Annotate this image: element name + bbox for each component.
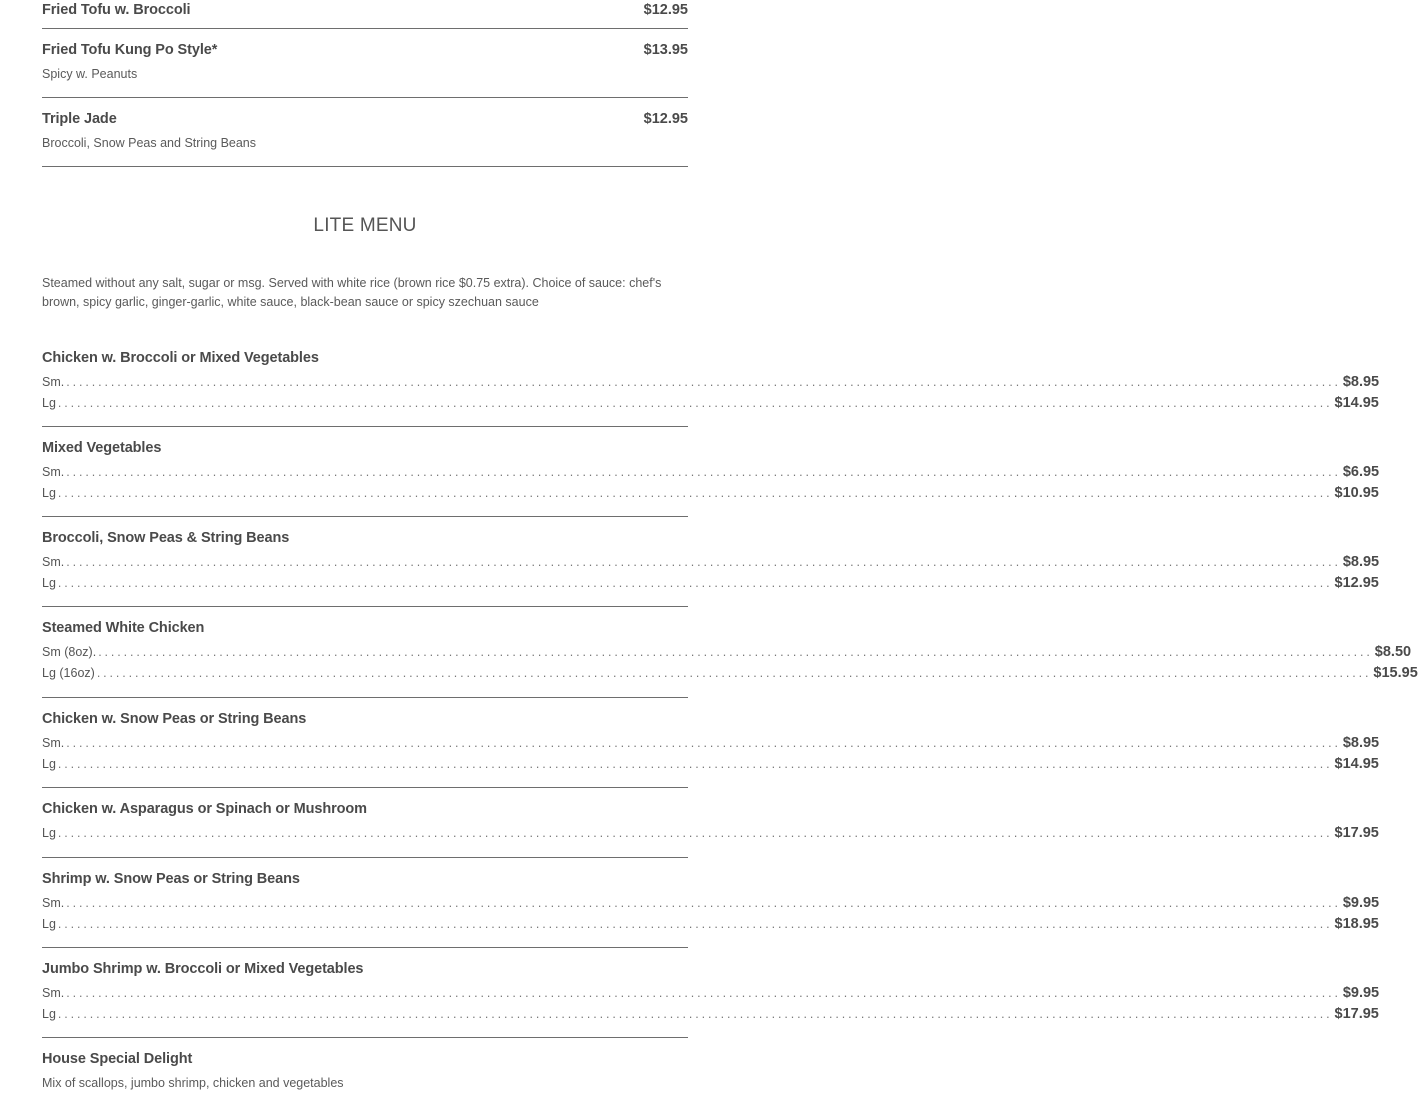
size-option [42, 665, 1418, 686]
size-label: Lg [42, 486, 56, 500]
size-option [42, 1006, 1379, 1027]
size-price: $18.95 [1334, 916, 1379, 932]
menu-item-triple-jade [42, 98, 688, 167]
size-price: $6.95 [1342, 464, 1380, 480]
item-price: $13.95 [643, 42, 688, 58]
dot-leader: ........................................................................................................................................................................................................ [66, 986, 1341, 1000]
size-label: Sm. [42, 375, 65, 389]
lite-item-steamed-white-chicken [42, 607, 1418, 698]
item-name: Steamed White Chicken [42, 620, 205, 636]
size-label: Lg [42, 917, 56, 931]
dot-leader: ........................................................................................................................................................................................................ [66, 896, 1341, 910]
dot-leader: ........................................................................................................................................................................................................ [57, 917, 1333, 931]
item-name: Fried Tofu w. Broccoli [42, 2, 191, 18]
section-title: LITE MENU [313, 215, 417, 236]
size-price: $9.95 [1342, 895, 1380, 911]
lite-item-mixed-vegetables [42, 427, 1380, 517]
lite-item-shrimp-snow-peas [42, 858, 1380, 948]
dot-leader: ........................................................................................................................................................................................................ [66, 465, 1341, 479]
size-option [42, 735, 1380, 756]
lite-item-broccoli-snow-peas [42, 517, 1380, 607]
size-option [42, 985, 1380, 1006]
item-name: Chicken w. Snow Peas or String Beans [42, 711, 307, 727]
size-label: Sm. [42, 555, 65, 569]
size-label: Lg [42, 757, 56, 771]
item-name: Shrimp w. Snow Peas or String Beans [42, 871, 300, 887]
size-option [42, 825, 1379, 846]
size-option [42, 644, 1412, 665]
size-price: $15.95 [1373, 665, 1418, 681]
size-option [42, 554, 1380, 575]
menu-item-fried-tofu-broccoli [42, 0, 688, 29]
size-price: $17.95 [1334, 1006, 1379, 1022]
lite-item-chicken-asparagus [42, 788, 1379, 858]
dot-leader: ........................................................................................................................................................................................................ [66, 555, 1341, 569]
dot-leader: ........................................................................................................................................................................................................ [96, 666, 1372, 680]
item-description: Broccoli, Snow Peas and String Beans [42, 136, 257, 150]
dot-leader: ........................................................................................................................................................................................................ [66, 736, 1341, 750]
dot-leader: ........................................................................................................................................................................................................ [66, 375, 1341, 389]
size-label: Lg [42, 826, 56, 840]
size-price: $10.95 [1334, 485, 1379, 501]
item-name: House Special Delight [42, 1051, 193, 1067]
size-label: Lg (16oz) [42, 666, 95, 680]
dot-leader: ........................................................................................................................................................................................................ [57, 396, 1333, 410]
dot-leader: ........................................................................................................................................................................................................ [57, 576, 1333, 590]
dot-leader: ........................................................................................................................................................................................................ [57, 826, 1333, 840]
size-option [42, 916, 1379, 937]
size-price: $14.95 [1334, 756, 1379, 772]
item-name: Jumbo Shrimp w. Broccoli or Mixed Vegetables [42, 961, 364, 977]
size-option [42, 374, 1380, 395]
size-price: $8.50 [1374, 644, 1412, 660]
size-price: $14.95 [1334, 395, 1379, 411]
size-price: $8.95 [1342, 374, 1380, 390]
lite-item-jumbo-shrimp [42, 948, 1380, 1038]
size-price: $9.95 [1342, 985, 1380, 1001]
section-intro: Steamed without any salt, sugar or msg. Served with white rice (brown rice $0.75 extra). Choice of sauce: chef's brown, spicy garlic, ginger-garlic, white sauce, black-bean sauce or spicy szechuan sauce [42, 276, 662, 309]
size-option [42, 756, 1379, 777]
size-label: Sm. [42, 736, 65, 750]
size-price: $12.95 [1334, 575, 1379, 591]
lite-item-house-special-delight [42, 1038, 688, 1110]
item-price: $12.95 [643, 2, 688, 18]
item-name: Chicken w. Asparagus or Spinach or Mushroom [42, 801, 367, 817]
size-label: Sm. [42, 986, 65, 1000]
size-option [42, 575, 1379, 596]
menu-item-fried-tofu-kung-po [42, 29, 688, 98]
lite-item-chicken-broccoli [42, 340, 1380, 427]
size-option [42, 895, 1380, 916]
item-description: Mix of scallops, jumbo shrimp, chicken and vegetables [42, 1076, 344, 1090]
size-label: Lg [42, 396, 56, 410]
item-price: $12.95 [643, 111, 688, 127]
item-name: Mixed Vegetables [42, 440, 162, 456]
item-description: Spicy w. Peanuts [42, 67, 138, 81]
item-name: Triple Jade [42, 111, 117, 127]
size-label: Sm. [42, 465, 65, 479]
item-name: Chicken w. Broccoli or Mixed Vegetables [42, 350, 319, 366]
dot-leader: ........................................................................................................................................................................................................ [57, 1007, 1333, 1021]
size-label: Sm (8oz). [42, 645, 97, 659]
item-name: Fried Tofu Kung Po Style* [42, 42, 218, 58]
size-option [42, 464, 1380, 485]
item-name: Broccoli, Snow Peas & String Beans [42, 530, 290, 546]
size-price: $17.95 [1334, 825, 1379, 841]
size-label: Lg [42, 1007, 56, 1021]
dot-leader: ........................................................................................................................................................................................................ [98, 645, 1373, 659]
size-option [42, 395, 1379, 416]
size-label: Lg [42, 576, 56, 590]
size-price: $8.95 [1342, 735, 1380, 751]
size-label: Sm. [42, 896, 65, 910]
size-price: $8.95 [1342, 554, 1380, 570]
dot-leader: ........................................................................................................................................................................................................ [57, 486, 1333, 500]
dot-leader: ........................................................................................................................................................................................................ [57, 757, 1333, 771]
size-option [42, 485, 1379, 506]
lite-item-chicken-snow-peas [42, 698, 1380, 788]
